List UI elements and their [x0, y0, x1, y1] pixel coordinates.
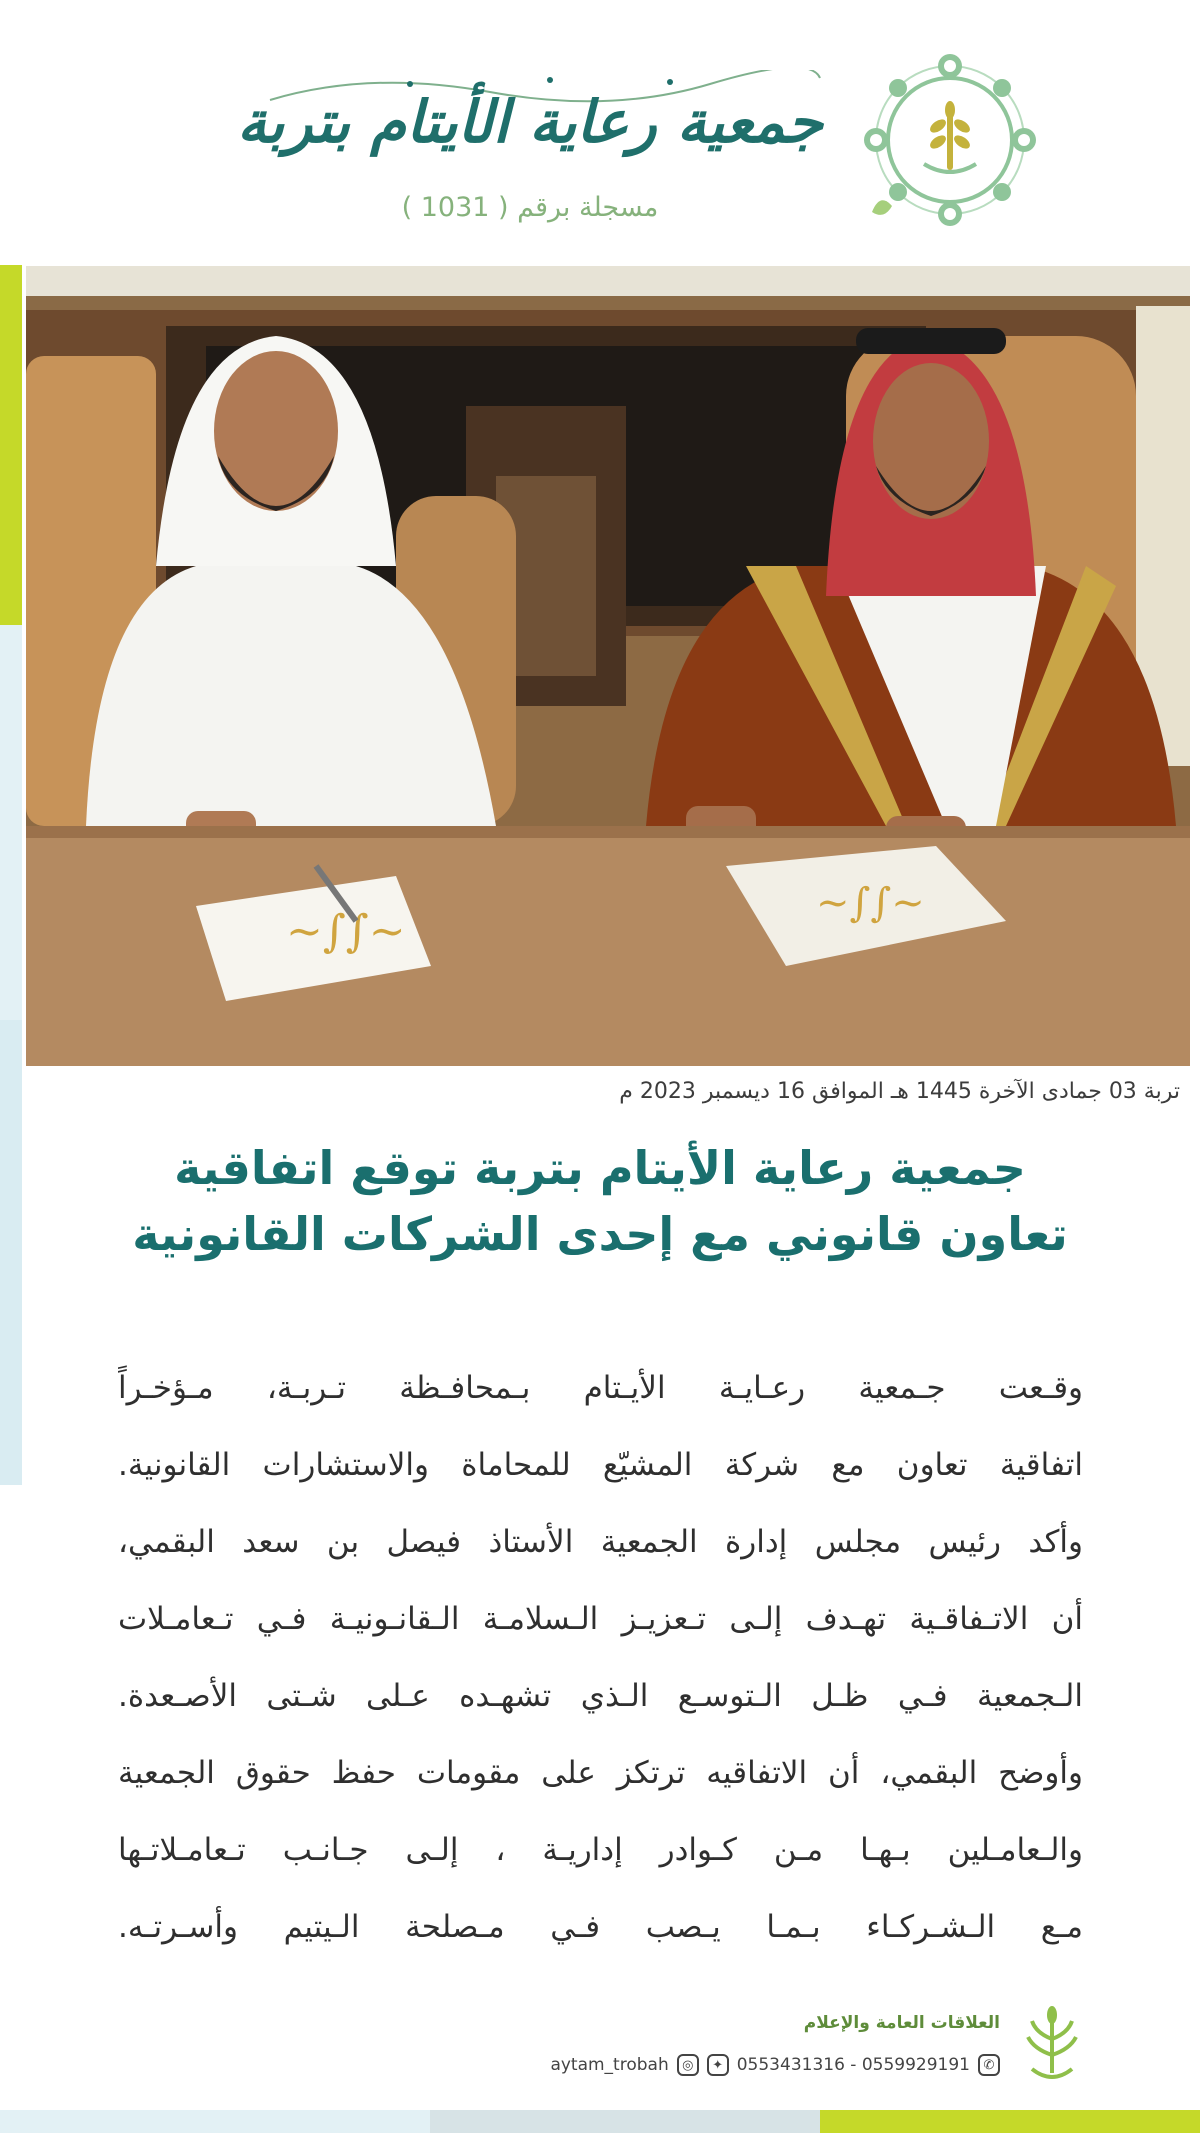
twitter-icon: ✦ [707, 2054, 729, 2076]
instagram-icon: ◎ [677, 2054, 699, 2076]
department-name: العلاقات العامة والإعلام [803, 2013, 1000, 2033]
headline-line: جمعية رعاية الأيتام بتربة توقع اتفاقية [174, 1141, 1026, 1195]
svg-text:~∫∫~: ~∫∫~ [816, 880, 925, 926]
phone-numbers: 0553431316 - 0559929191 [736, 2055, 970, 2075]
phone-icon: ✆ [978, 2054, 1000, 2076]
contact-info [470, 2048, 1000, 2082]
body-line: وقـعت جـمعية رعـايـة الأيـتام بـمحافـظة تـربـة، مـؤخـراً [118, 1370, 1083, 1406]
body-line: وأوضح البقمي، أن الاتفاقيه ترتكز على مقومات حفظ حقوق الجمعية [118, 1755, 1083, 1791]
registration-number: مسجلة برقم ( 1031 ) [401, 192, 659, 223]
headline-line: تعاون قانوني مع إحدى الشركات القانونية [132, 1207, 1068, 1261]
body-line: مـع الـشـركـاء بـمـا يـصب فـي مـصلحة الـيتيم وأسـرتـه. [118, 1909, 1083, 1945]
header [0, 0, 1200, 262]
body-line: أن الاتـفاقـية تهـدف إلـى تـعزيـز الـسلامـة الـقانـونيـة فـي تـعامـلات [118, 1601, 1083, 1637]
side-accent-blue [0, 1020, 22, 1485]
body-line: والـعامـلين بـهـا مـن كـوادر إداريـة ، إلـى جـانـب تـعامـلاتـها [118, 1832, 1083, 1868]
signing-ceremony-photo [26, 266, 1190, 1066]
article-headline [100, 1135, 1100, 1267]
body-line: الـجمعية فـي ظـل الـتوسـع الـذي تشهـده عـلى شـتى الأصـعدة. [118, 1678, 1083, 1714]
svg-text:~∫∫~: ~∫∫~ [286, 906, 406, 957]
social-handle: aytam_trobah [550, 2055, 669, 2075]
wheat-logo-icon [1020, 2003, 1084, 2085]
body-line: وأكد رئيس مجلس إدارة الجمعية الأستاذ فيصل بن سعد البقمي، [118, 1524, 1083, 1560]
side-accent-lime [0, 265, 22, 625]
body-line: اتفاقية تعاون مع شركة المشيّع للمحاماة والاستشارات القانونية. [118, 1447, 1083, 1483]
article-body [118, 1350, 1083, 1966]
organization-name: جمعية رعاية الأيتام بتربة [237, 88, 823, 156]
bottom-accent-bar [0, 2110, 1200, 2133]
article-date: تربة 03 جمادى الآخرة 1445 هـ الموافق 16 ديسمبر 2023 م [619, 1079, 1180, 1104]
organization-logo-icon [862, 52, 1038, 234]
